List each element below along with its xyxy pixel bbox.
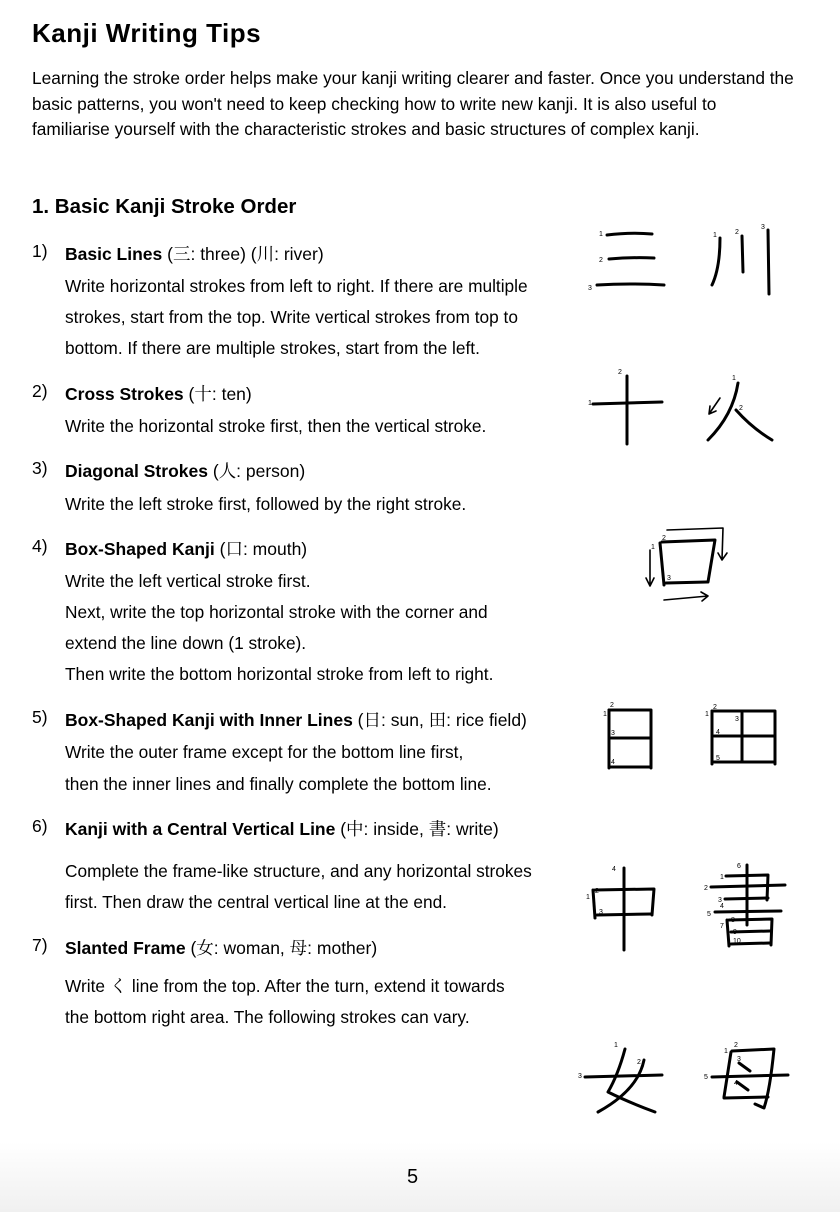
svg-text:2: 2: [595, 888, 599, 895]
svg-text:3: 3: [667, 575, 671, 582]
kanji-onna-woman-diagram: [578, 1042, 662, 1112]
svg-text:8: 8: [731, 917, 735, 924]
svg-text:3: 3: [735, 716, 739, 723]
item-desc-line: Write the outer frame except for the bottom line first,: [65, 742, 464, 762]
svg-text:1: 1: [724, 1048, 728, 1055]
page-title: Kanji Writing Tips: [32, 18, 262, 48]
item-desc-line: Then write the bottom horizontal stroke from left to right.: [65, 664, 494, 684]
item-number: 1): [32, 241, 48, 261]
kanji-ta-rice-field-diagram: [705, 704, 775, 764]
kanji-kuchi-mouth-diagram: [646, 528, 727, 601]
item-desc-line: then the inner lines and finally complete the bottom line.: [65, 774, 492, 794]
kanji-kawa-river-diagram: [712, 224, 769, 294]
kanji-haha-mother-diagram: [704, 1042, 788, 1108]
svg-text:3: 3: [718, 897, 722, 904]
item-heading: Slanted Frame (女: woman, 母: mother): [65, 938, 378, 958]
intro-paragraph: Learning the stroke order helps make your kanji writing clearer and faster. Once you understand the basic patterns, you won't need to keep checking how to write new kanji. It is also useful to familiarise yourself with the characteristic strokes and basic structures of complex kanji.: [32, 68, 794, 139]
svg-text:1: 1: [599, 231, 603, 238]
item-number: 7): [32, 935, 48, 955]
svg-text:2: 2: [618, 369, 622, 376]
svg-text:2: 2: [734, 1042, 738, 1049]
item-desc-line: Write the left stroke first, followed by the right stroke.: [65, 494, 467, 514]
item-desc-line: Write the left vertical stroke first.: [65, 571, 311, 591]
svg-text:2: 2: [599, 257, 603, 264]
kanji-juu-ten-diagram: [588, 369, 662, 444]
item-number: 3): [32, 458, 48, 478]
item-desc-line: strokes, start from the top. Write vertical strokes from top to: [65, 307, 518, 327]
svg-text:7: 7: [720, 923, 724, 930]
item-heading: Diagonal Strokes (人: person): [65, 461, 306, 481]
svg-text:4: 4: [720, 903, 724, 910]
item-desc-line: Complete the frame-like structure, and any horizontal strokes: [65, 861, 532, 881]
svg-text:1: 1: [651, 544, 655, 551]
section-heading: 1. Basic Kanji Stroke Order: [32, 195, 297, 218]
svg-text:5: 5: [716, 755, 720, 762]
item-desc-line: first. Then draw the central vertical line at the end.: [65, 892, 447, 912]
item-heading: Kanji with a Central Vertical Line (中: inside, 書: write): [65, 819, 499, 839]
svg-text:2: 2: [637, 1059, 641, 1066]
svg-text:2: 2: [610, 702, 614, 709]
svg-text:1: 1: [732, 375, 736, 382]
svg-text:4: 4: [612, 866, 616, 873]
svg-text:1: 1: [588, 400, 592, 407]
item-number: 4): [32, 536, 48, 556]
svg-text:6: 6: [737, 863, 741, 870]
svg-text:3: 3: [588, 285, 592, 292]
svg-text:1: 1: [586, 894, 590, 901]
item-heading: Basic Lines (三: three) (川: river): [65, 244, 324, 264]
svg-text:3: 3: [611, 730, 615, 737]
item-desc-line: extend the line down (1 stroke).: [65, 633, 307, 653]
item-desc-line: Write the horizontal stroke first, then the vertical stroke.: [65, 416, 487, 436]
svg-text:3: 3: [737, 1056, 741, 1063]
svg-text:1: 1: [720, 874, 724, 881]
item-desc-line: the bottom right area. The following strokes can vary.: [65, 1007, 470, 1027]
item-number: 6): [32, 816, 48, 836]
item-number: 2): [32, 381, 48, 401]
svg-text:2: 2: [713, 704, 717, 711]
svg-text:1: 1: [713, 232, 717, 239]
svg-text:2: 2: [739, 405, 743, 412]
item-heading: Cross Strokes (十: ten): [65, 384, 252, 404]
svg-text:3: 3: [578, 1073, 582, 1080]
svg-text:2: 2: [735, 229, 739, 236]
svg-text:2: 2: [704, 885, 708, 892]
item-desc-line: Next, write the top horizontal stroke with the corner and: [65, 602, 488, 622]
item-heading: Box-Shaped Kanji with Inner Lines (日: sun, 田: rice field): [65, 710, 527, 730]
svg-text:3: 3: [599, 909, 603, 916]
item-heading: Box-Shaped Kanji (口: mouth): [65, 539, 308, 559]
item-desc-line: Write horizontal strokes from left to right. If there are multiple: [65, 276, 528, 296]
item-desc-line: Write く line from the top. After the turn, extend it towards: [65, 976, 505, 996]
svg-text:9: 9: [733, 929, 737, 936]
svg-text:1: 1: [603, 711, 607, 718]
svg-text:5: 5: [704, 1074, 708, 1081]
svg-text:2: 2: [662, 535, 666, 542]
svg-text:3: 3: [761, 224, 765, 231]
svg-text:5: 5: [707, 911, 711, 918]
kanji-kaku-write-diagram: [704, 863, 785, 946]
page-number: 5: [406, 1166, 419, 1188]
svg-text:4: 4: [734, 1080, 738, 1087]
kanji-naka-inside-diagram: [586, 866, 654, 950]
kanji-hito-person-diagram: [708, 375, 772, 440]
svg-text:1: 1: [705, 711, 709, 718]
svg-text:1: 1: [614, 1042, 618, 1049]
kanji-hi-sun-diagram: [603, 702, 651, 768]
kanji-san-three-diagram: [588, 231, 664, 292]
svg-text:4: 4: [716, 729, 720, 736]
item-desc-line: bottom. If there are multiple strokes, start from the left.: [65, 338, 480, 358]
svg-text:4: 4: [611, 759, 615, 766]
item-number: 5): [32, 707, 48, 727]
svg-text:10: 10: [733, 938, 741, 945]
